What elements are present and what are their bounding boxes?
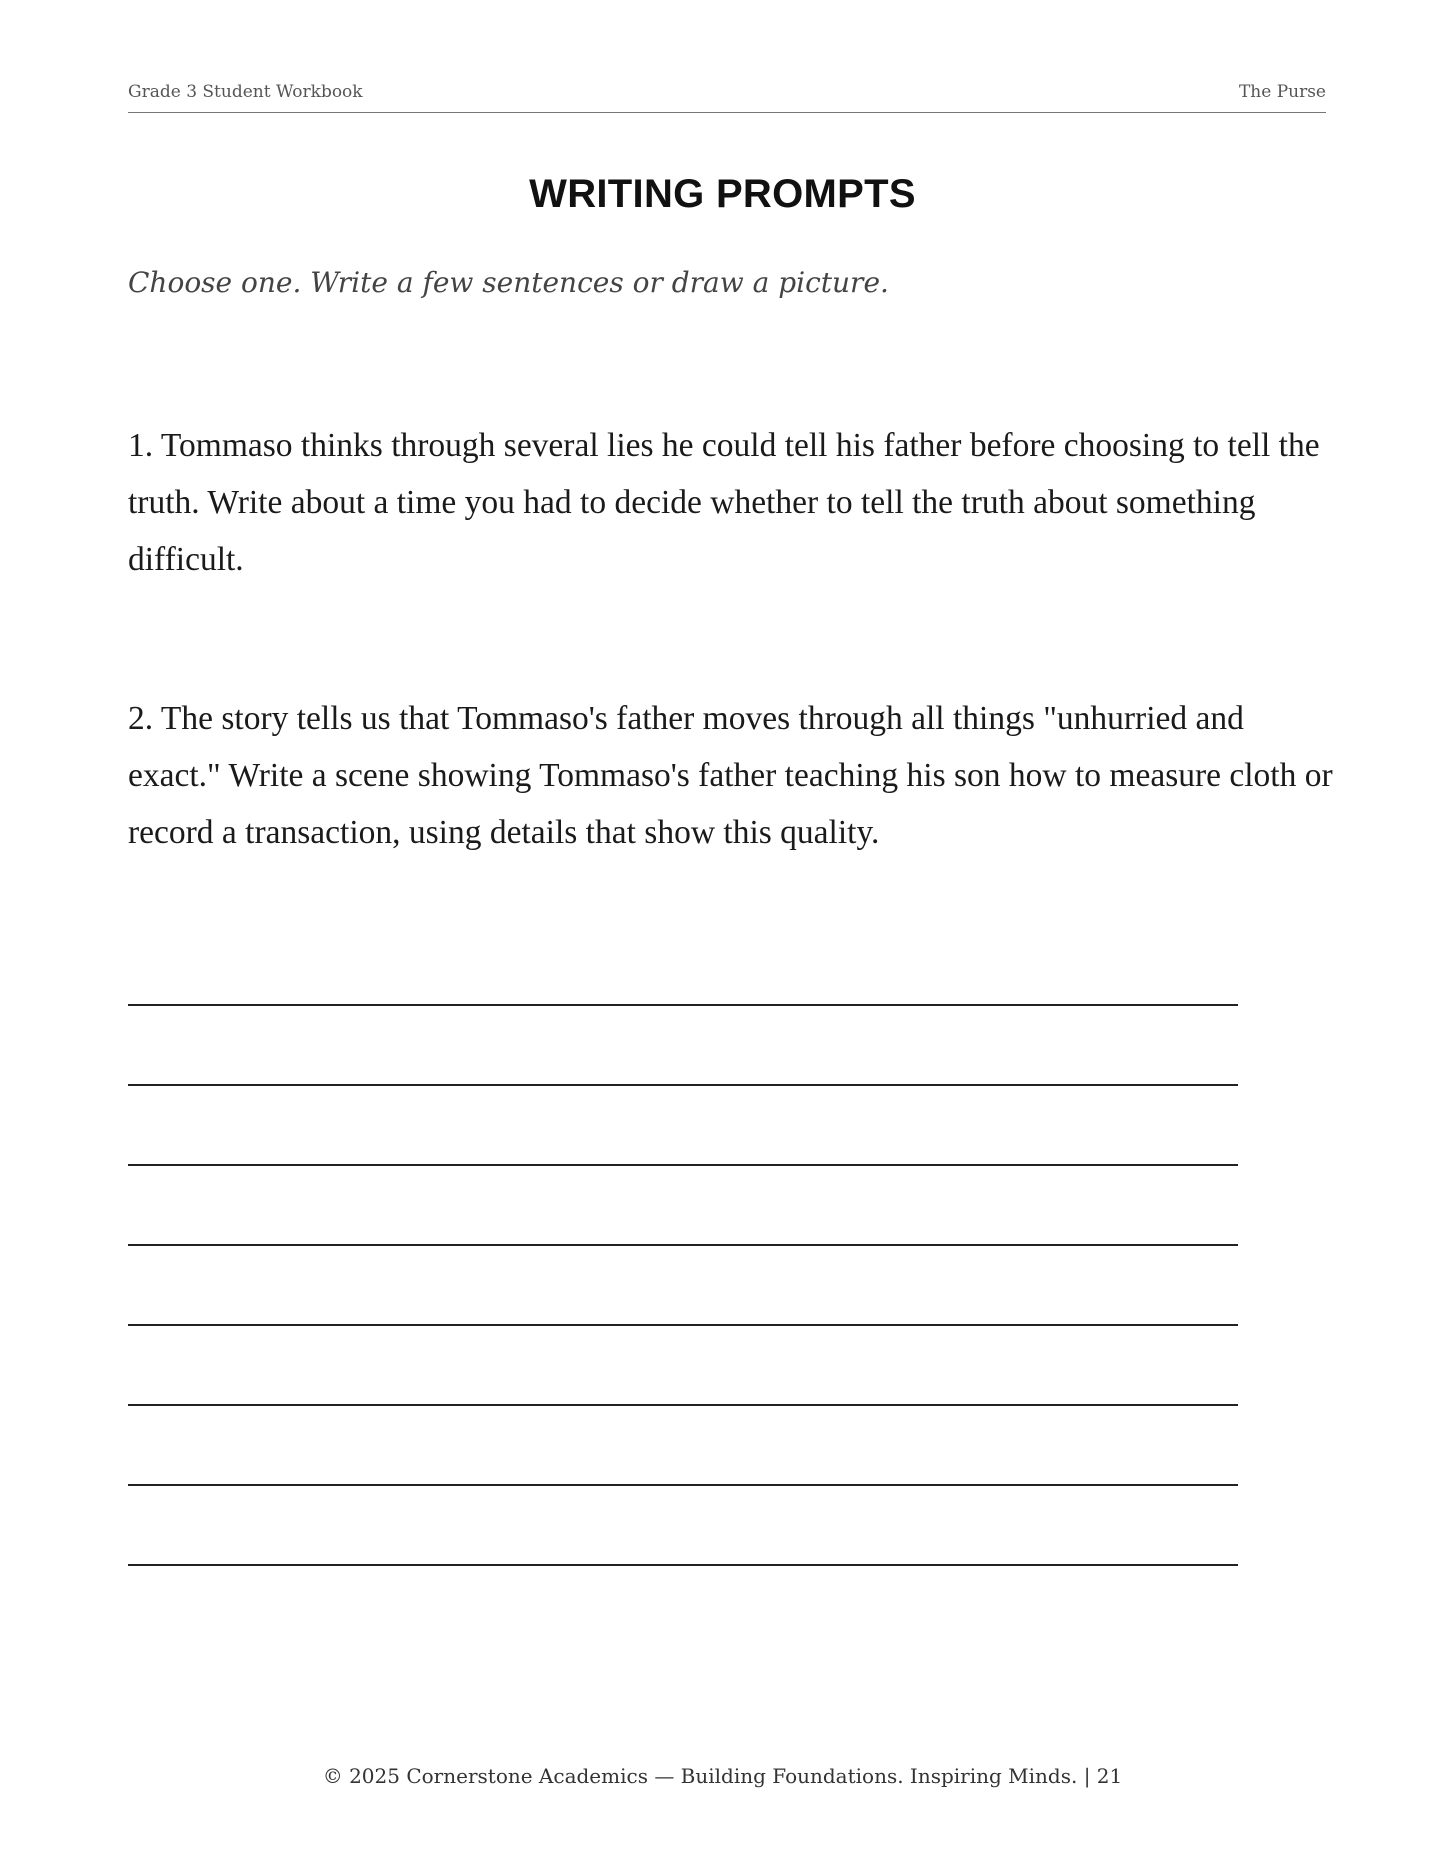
answer-line	[128, 1166, 1238, 1246]
answer-line	[128, 1006, 1238, 1086]
answer-lines	[128, 1004, 1238, 1566]
answer-line	[128, 1486, 1238, 1566]
header-story-title: The Purse	[1238, 82, 1326, 102]
page-footer: © 2025 Cornerstone Academics — Building Foundations. Inspiring Minds. | 21	[322, 1764, 1123, 1788]
answer-line	[128, 1406, 1238, 1486]
writing-prompt-2: 2. The story tells us that Tommaso's father moves through all things "unhurried and exact." Write a scene showing Tommaso's father teaching his son how to measure cloth or record a transaction, using details that show this quality.	[128, 700, 1333, 851]
page-title: WRITING PROMPTS	[529, 172, 916, 216]
answer-line	[128, 1246, 1238, 1326]
answer-line	[128, 1086, 1238, 1166]
answer-line	[128, 1326, 1238, 1406]
instructions-text: Choose one. Write a few sentences or draw a picture.	[128, 266, 889, 299]
header-workbook-label: Grade 3 Student Workbook	[128, 82, 363, 102]
writing-prompt-1: 1. Tommaso thinks through several lies he could tell his father before choosing to tell the truth. Write about a time you had to decide whether to tell the truth about something difficult.	[128, 427, 1320, 578]
page-header	[128, 82, 1326, 113]
